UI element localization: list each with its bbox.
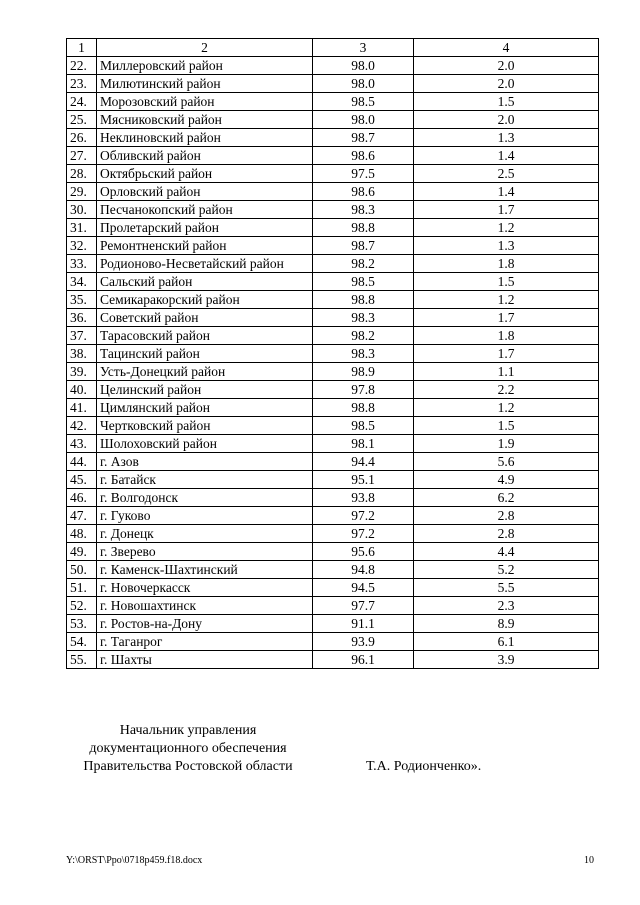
row-number-cell: 25. — [67, 111, 97, 129]
district-name-cell: Цимлянский район — [97, 399, 313, 417]
row-number-cell: 34. — [67, 273, 97, 291]
row-number-cell: 55. — [67, 651, 97, 669]
value-col4-cell: 2.8 — [414, 507, 599, 525]
table-row — [67, 633, 599, 651]
row-number-cell: 31. — [67, 219, 97, 237]
value-col3-cell: 98.6 — [313, 147, 414, 165]
table-row — [67, 579, 599, 597]
value-col3-cell: 98.0 — [313, 75, 414, 93]
value-col4-cell: 3.9 — [414, 651, 599, 669]
table-row — [67, 345, 599, 363]
value-col4-cell: 1.2 — [414, 399, 599, 417]
value-col3-cell: 97.2 — [313, 507, 414, 525]
value-col3-cell: 98.5 — [313, 93, 414, 111]
row-number-cell: 41. — [67, 399, 97, 417]
row-number-cell: 54. — [67, 633, 97, 651]
footer-file-path: Y:\ORST\Ppo\0718p459.f18.docx — [66, 855, 203, 866]
row-number-cell: 48. — [67, 525, 97, 543]
value-col4-cell: 1.7 — [414, 309, 599, 327]
header-cell: 4 — [414, 39, 599, 57]
value-col4-cell: 2.8 — [414, 525, 599, 543]
district-name-cell: Родионово-Несветайский район — [97, 255, 313, 273]
district-name-cell: г. Новочеркасск — [97, 579, 313, 597]
value-col3-cell: 95.1 — [313, 471, 414, 489]
row-number-cell: 39. — [67, 363, 97, 381]
table-row — [67, 417, 599, 435]
district-name-cell: г. Донецк — [97, 525, 313, 543]
district-name-cell: Шолоховский район — [97, 435, 313, 453]
district-name-cell: Целинский район — [97, 381, 313, 399]
table-row — [67, 165, 599, 183]
row-number-cell: 47. — [67, 507, 97, 525]
value-col4-cell: 1.2 — [414, 291, 599, 309]
value-col4-cell: 4.4 — [414, 543, 599, 561]
value-col3-cell: 98.9 — [313, 363, 414, 381]
district-name-cell: Миллеровский район — [97, 57, 313, 75]
row-number-cell: 23. — [67, 75, 97, 93]
district-name-cell: г. Зверево — [97, 543, 313, 561]
row-number-cell: 22. — [67, 57, 97, 75]
row-number-cell: 32. — [67, 237, 97, 255]
value-col3-cell: 98.3 — [313, 309, 414, 327]
district-name-cell: Песчанокопский район — [97, 201, 313, 219]
value-col3-cell: 97.5 — [313, 165, 414, 183]
table-row — [67, 309, 599, 327]
header-cell: 1 — [67, 39, 97, 57]
table-row — [67, 525, 599, 543]
row-number-cell: 50. — [67, 561, 97, 579]
value-col3-cell: 91.1 — [313, 615, 414, 633]
row-number-cell: 30. — [67, 201, 97, 219]
district-name-cell: Семикаракорский район — [97, 291, 313, 309]
header-row — [67, 39, 599, 57]
value-col3-cell: 98.3 — [313, 345, 414, 363]
value-col4-cell: 1.1 — [414, 363, 599, 381]
data-table — [66, 38, 599, 669]
table-row — [67, 201, 599, 219]
table-row — [67, 399, 599, 417]
value-col3-cell: 97.7 — [313, 597, 414, 615]
table-row — [67, 93, 599, 111]
value-col3-cell: 93.8 — [313, 489, 414, 507]
row-number-cell: 24. — [67, 93, 97, 111]
district-name-cell: Мясниковский район — [97, 111, 313, 129]
value-col4-cell: 2.0 — [414, 75, 599, 93]
table-row — [67, 129, 599, 147]
table-row — [67, 237, 599, 255]
value-col4-cell: 2.2 — [414, 381, 599, 399]
value-col3-cell: 98.1 — [313, 435, 414, 453]
district-name-cell: г. Батайск — [97, 471, 313, 489]
header-cell: 2 — [97, 39, 313, 57]
row-number-cell: 35. — [67, 291, 97, 309]
table-row — [67, 615, 599, 633]
row-number-cell: 36. — [67, 309, 97, 327]
value-col3-cell: 98.5 — [313, 273, 414, 291]
table-row — [67, 381, 599, 399]
value-col4-cell: 1.5 — [414, 273, 599, 291]
value-col4-cell: 6.2 — [414, 489, 599, 507]
table-row — [67, 471, 599, 489]
row-number-cell: 28. — [67, 165, 97, 183]
table-row — [67, 291, 599, 309]
row-number-cell: 51. — [67, 579, 97, 597]
signature-line-1: Начальник управления — [119, 723, 257, 738]
table-row — [67, 597, 599, 615]
district-name-cell: Чертковский район — [97, 417, 313, 435]
table-row — [67, 57, 599, 75]
value-col4-cell: 4.9 — [414, 471, 599, 489]
district-name-cell: Ремонтненский район — [97, 237, 313, 255]
row-number-cell: 44. — [67, 453, 97, 471]
district-name-cell: г. Волгодонск — [97, 489, 313, 507]
row-number-cell: 42. — [67, 417, 97, 435]
table-row — [67, 147, 599, 165]
district-name-cell: Орловский район — [97, 183, 313, 201]
signature-line-2: документационного обеспечения — [89, 741, 287, 756]
row-number-cell: 49. — [67, 543, 97, 561]
row-number-cell: 33. — [67, 255, 97, 273]
value-col4-cell: 1.7 — [414, 201, 599, 219]
value-col3-cell: 93.9 — [313, 633, 414, 651]
value-col3-cell: 95.6 — [313, 543, 414, 561]
table-row — [67, 489, 599, 507]
value-col3-cell: 97.8 — [313, 381, 414, 399]
value-col3-cell: 98.2 — [313, 255, 414, 273]
value-col4-cell: 2.3 — [414, 597, 599, 615]
table-row — [67, 453, 599, 471]
value-col4-cell: 2.5 — [414, 165, 599, 183]
value-col4-cell: 5.2 — [414, 561, 599, 579]
value-col4-cell: 2.0 — [414, 57, 599, 75]
value-col3-cell: 98.6 — [313, 183, 414, 201]
value-col3-cell: 98.7 — [313, 237, 414, 255]
district-name-cell: Тарасовский район — [97, 327, 313, 345]
district-name-cell: Советский район — [97, 309, 313, 327]
signature-name: Т.А. Родионченко». — [366, 759, 482, 774]
district-name-cell: Милютинский район — [97, 75, 313, 93]
value-col3-cell: 98.8 — [313, 399, 414, 417]
value-col3-cell: 97.2 — [313, 525, 414, 543]
value-col4-cell: 1.3 — [414, 237, 599, 255]
row-number-cell: 40. — [67, 381, 97, 399]
row-number-cell: 52. — [67, 597, 97, 615]
table-row — [67, 255, 599, 273]
table-row — [67, 435, 599, 453]
table-row — [67, 327, 599, 345]
value-col3-cell: 98.0 — [313, 57, 414, 75]
district-name-cell: г. Новошахтинск — [97, 597, 313, 615]
value-col4-cell: 6.1 — [414, 633, 599, 651]
table-row — [67, 111, 599, 129]
row-number-cell: 46. — [67, 489, 97, 507]
district-name-cell: Октябрьский район — [97, 165, 313, 183]
district-name-cell: Тацинский район — [97, 345, 313, 363]
table-row — [67, 543, 599, 561]
district-name-cell: Пролетарский район — [97, 219, 313, 237]
value-col3-cell: 98.3 — [313, 201, 414, 219]
value-col4-cell: 8.9 — [414, 615, 599, 633]
value-col4-cell: 1.7 — [414, 345, 599, 363]
table-row — [67, 183, 599, 201]
value-col3-cell: 98.7 — [313, 129, 414, 147]
table-row — [67, 75, 599, 93]
table-row — [67, 651, 599, 669]
row-number-cell: 27. — [67, 147, 97, 165]
value-col4-cell: 1.8 — [414, 327, 599, 345]
table-row — [67, 219, 599, 237]
value-col3-cell: 96.1 — [313, 651, 414, 669]
value-col3-cell: 98.8 — [313, 219, 414, 237]
district-name-cell: г. Таганрог — [97, 633, 313, 651]
value-col3-cell: 98.2 — [313, 327, 414, 345]
district-name-cell: г. Азов — [97, 453, 313, 471]
district-name-cell: Обливский район — [97, 147, 313, 165]
value-col3-cell: 94.4 — [313, 453, 414, 471]
value-col3-cell: 98.8 — [313, 291, 414, 309]
value-col4-cell: 5.5 — [414, 579, 599, 597]
row-number-cell: 45. — [67, 471, 97, 489]
signature-title — [60, 722, 316, 776]
value-col4-cell: 1.5 — [414, 417, 599, 435]
row-number-cell: 37. — [67, 327, 97, 345]
table-row — [67, 363, 599, 381]
table-row — [67, 507, 599, 525]
header-cell: 3 — [313, 39, 414, 57]
value-col3-cell: 94.8 — [313, 561, 414, 579]
row-number-cell: 26. — [67, 129, 97, 147]
district-name-cell: Неклиновский район — [97, 129, 313, 147]
value-col3-cell: 98.0 — [313, 111, 414, 129]
page-number: 10 — [584, 855, 594, 866]
value-col4-cell: 1.2 — [414, 219, 599, 237]
value-col4-cell: 1.8 — [414, 255, 599, 273]
value-col4-cell: 5.6 — [414, 453, 599, 471]
district-name-cell: г. Шахты — [97, 651, 313, 669]
value-col4-cell: 2.0 — [414, 111, 599, 129]
district-name-cell: г. Гуково — [97, 507, 313, 525]
signature-line-3: Правительства Ростовской области — [83, 759, 293, 774]
table-row — [67, 273, 599, 291]
value-col4-cell: 1.5 — [414, 93, 599, 111]
value-col4-cell: 1.3 — [414, 129, 599, 147]
row-number-cell: 38. — [67, 345, 97, 363]
district-name-cell: г. Ростов-на-Дону — [97, 615, 313, 633]
value-col3-cell: 94.5 — [313, 579, 414, 597]
value-col4-cell: 1.4 — [414, 183, 599, 201]
row-number-cell: 29. — [67, 183, 97, 201]
district-name-cell: Морозовский район — [97, 93, 313, 111]
value-col4-cell: 1.4 — [414, 147, 599, 165]
row-number-cell: 43. — [67, 435, 97, 453]
value-col3-cell: 98.5 — [313, 417, 414, 435]
row-number-cell: 53. — [67, 615, 97, 633]
table-row — [67, 561, 599, 579]
district-name-cell: Усть-Донецкий район — [97, 363, 313, 381]
value-col4-cell: 1.9 — [414, 435, 599, 453]
district-name-cell: Сальский район — [97, 273, 313, 291]
district-name-cell: г. Каменск-Шахтинский — [97, 561, 313, 579]
